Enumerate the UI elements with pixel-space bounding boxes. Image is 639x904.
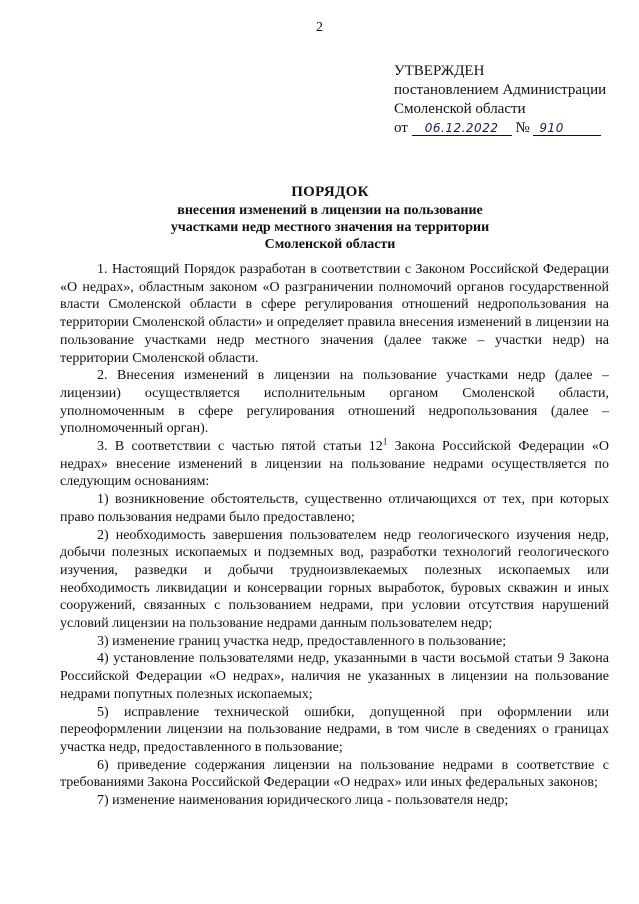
paragraph-3-part-1: 3. В соответствии с частью пятой статьи 12	[97, 439, 383, 455]
document-title	[60, 182, 600, 253]
title-main: ПОРЯДОК	[291, 184, 369, 200]
title-line-1: внесения изменений в лицензии на пользование	[177, 203, 483, 218]
approval-region-line: Смоленской области	[394, 101, 526, 117]
approval-heading: УТВЕРЖДЕН	[394, 63, 485, 79]
paragraph-3-part-2: Закона Российской Федерации «О недрах» внесение изменений в лицензии на пользование недрами осуществляется по следующим основаниям:	[60, 439, 609, 490]
paragraph-3	[60, 438, 609, 491]
approval-date-number-line	[394, 119, 626, 138]
number-prefix: №	[515, 120, 530, 136]
list-item-7: 7) изменение наименования юридического лица - пользователя недр;	[97, 793, 509, 809]
approval-issuer-line: постановлением Администрации	[394, 82, 607, 98]
list-item-6: 6) приведение содержания лицензии на пользование недрами в соответствие с требованиями Закона Российской Федерации «О недрах» или иных федеральных законов;	[60, 757, 609, 791]
title-line-3: Смоленской области	[264, 237, 396, 252]
date-prefix: от	[394, 120, 408, 136]
approval-stamp-block	[394, 62, 626, 138]
paragraph-2: 2. Внесения изменений в лицензии на пользование участками недр (далее – лицензии) осуществляется исполнительным органом Смоленской области, уполномоченным в сфере регулирования отношений недропользования (далее – уполномоченный орган).	[60, 368, 609, 437]
article-superscript: 1	[382, 436, 388, 447]
list-item-5: 5) исправление технической ошибки, допущенной при оформлении или переоформлении лицензии на пользование недрами, в том числе в сведениях о границах участка недр, предоставленного в пользование;	[60, 704, 609, 755]
page-number: 2	[316, 20, 323, 35]
list-item-4: 4) установление пользователями недр, указанными в части восьмой статьи 9 Закона Российской Федерации «О недрах», наличия не указанных в лицензии на пользование недрами попутных полезных ископаемых;	[60, 651, 609, 702]
handwritten-date: 06.12.2022	[412, 121, 512, 136]
title-line-2: участками недр местного значения на территории	[170, 220, 490, 235]
handwritten-number: 910	[533, 121, 601, 136]
list-item-2: 2) необходимость завершения пользователем недр геологического изучения недр, добычи полезных ископаемых и подземных вод, разработки технологий геологического изучения, разведки и добычи трудноизвлекаемых полезных ископаемых или необходимость ликвидации и консервации горных выработок, буровых скважин и иных сооружений, связанных с пользованием недрами, при условии отсутствия нарушений условий лицензии на пользование недрами данным пользователем недр;	[60, 527, 609, 632]
list-item-3: 3) изменение границ участка недр, предоставленного в пользование;	[97, 633, 507, 649]
paragraph-1: 1. Настоящий Порядок разработан в соответствии с Законом Российской Федерации «О недрах», областным законом «О разграничении полномочий органов государственной власти Смоленской области в сфере регулирования отношений недропользования на территории Смоленской области» и определяет правила внесения изменений в лицензии на пользование участками недр местного значения (далее также – участки недр) на территории Смоленской области.	[60, 262, 609, 366]
list-item-1: 1) возникновение обстоятельств, существенно отличающихся от тех, при которых право пользования недрами было предоставлено;	[60, 492, 609, 525]
document-body	[60, 261, 609, 810]
